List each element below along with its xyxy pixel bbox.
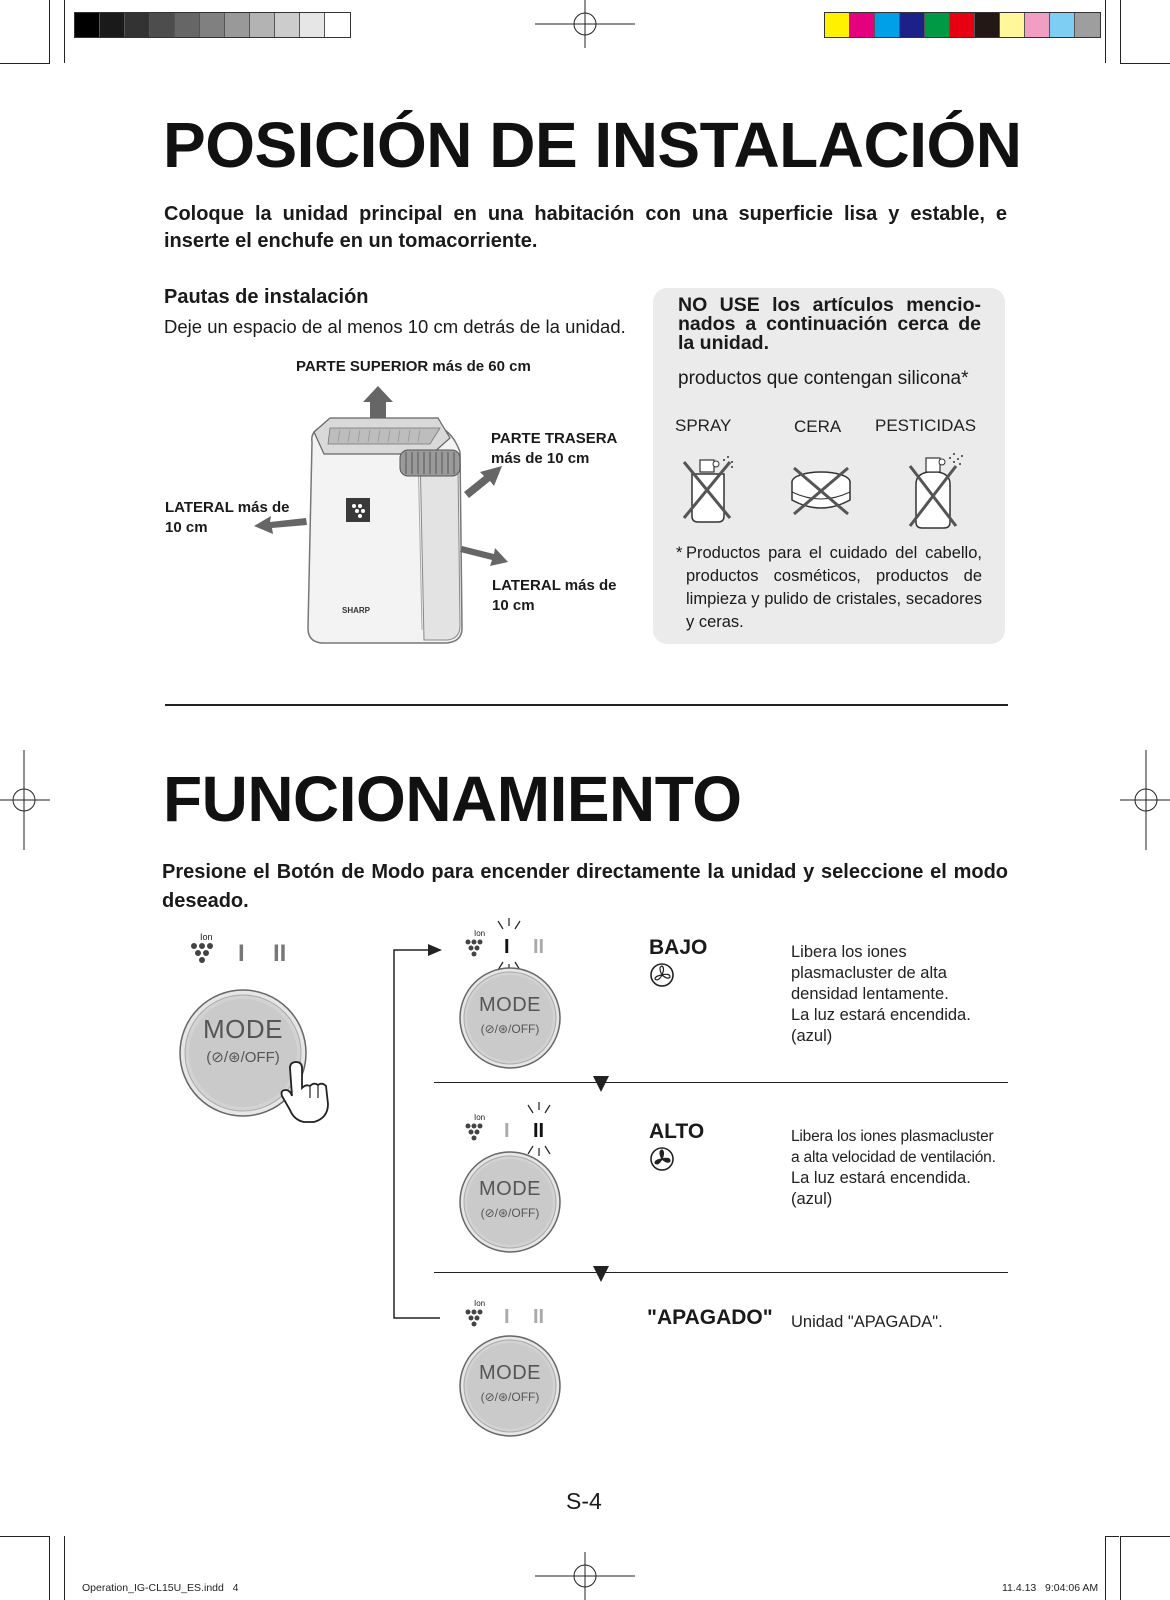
gray-bar-swatch — [250, 13, 275, 37]
mode-description-line: (azul) — [791, 1190, 833, 1208]
color-bar-swatch — [900, 13, 925, 37]
brand-label: SHARP — [342, 606, 371, 615]
mode-button-label: MODE — [479, 994, 541, 1016]
mode-description-line: (azul) — [791, 1027, 833, 1045]
guidelines-title: Pautas de instalación — [164, 286, 369, 308]
color-bar-swatch — [1000, 13, 1025, 37]
guidelines-text: Deje un espacio de al menos 10 cm detrás de la unidad. — [164, 316, 626, 337]
mode-button-sub: (⊘/⊛/OFF) — [480, 1022, 540, 1036]
low-indicator: I — [504, 1120, 510, 1142]
gray-bar-swatch — [225, 13, 250, 37]
mode-description — [791, 942, 971, 1047]
label-top-clearance: PARTE SUPERIOR más de 60 cm — [296, 358, 531, 375]
spray-crossed-icon — [682, 452, 742, 524]
mode-description-line: densidad lentamente. — [791, 985, 949, 1003]
low-indicator-main: I — [238, 940, 245, 967]
do-not-use-title: NO USE los artículos mencio-nados a continuación cerca de la unidad. — [678, 294, 981, 354]
footnote-text: Productos para el cuidado del cabello, productos cosméticos, productos de limpieza y pulido de cristales, secadores y ceras. — [686, 544, 982, 631]
mode-description-line: a alta velocidad de ventilación. — [791, 1149, 996, 1166]
color-bar-swatch — [1075, 13, 1100, 37]
color-bar — [824, 12, 1101, 38]
gray-bar-swatch — [275, 13, 300, 37]
gray-bar-swatch — [300, 13, 325, 37]
grayscale-bar — [74, 12, 351, 38]
mode-button[interactable] — [458, 1334, 562, 1438]
color-bar-swatch — [925, 13, 950, 37]
mode-button[interactable] — [458, 966, 562, 1070]
ion-label: Ion — [474, 1113, 486, 1122]
color-bar-swatch — [875, 13, 900, 37]
high-indicator: II — [533, 1120, 545, 1142]
color-bar-swatch — [950, 13, 975, 37]
air-purifier-illustration — [250, 380, 520, 650]
mode-button-sub: (⊘/⊛/OFF) — [480, 1206, 540, 1220]
section-title-operation: FUNCIONAMIENTO — [163, 763, 742, 835]
color-bar-swatch — [825, 13, 850, 37]
mode-button-label: MODE — [479, 1362, 541, 1384]
operation-lead: Presione el Botón de Modo para encender directamente la unidad y seleccione el modo deseado. — [162, 861, 1008, 912]
print-timestamp: 11.4.13 9:04:06 AM — [1002, 1582, 1099, 1594]
label-right-line2: 10 cm — [492, 597, 535, 614]
mode-description — [791, 1126, 996, 1210]
do-not-use-subtitle: productos que contengan silicona* — [678, 368, 969, 389]
gray-bar-swatch — [325, 13, 350, 37]
mode-button-label: MODE — [479, 1178, 541, 1200]
mode-button-main-label: MODE — [203, 1014, 283, 1044]
section-title-installation: POSICIÓN DE INSTALACIÓN — [163, 109, 1022, 181]
gray-bar-swatch — [175, 13, 200, 37]
flow-arrow-down-2 — [593, 1266, 609, 1284]
ion-label: Ion — [474, 929, 486, 938]
mode-description-line: La luz estará encendida. — [791, 1169, 971, 1187]
hand-press-icon — [278, 1060, 334, 1124]
footnote-mark: * — [676, 544, 683, 562]
page-number: S-4 — [566, 1488, 602, 1514]
registration-mark-top — [535, 0, 635, 48]
gray-bar-swatch — [100, 13, 125, 37]
mode-button[interactable] — [458, 1150, 562, 1254]
color-bar-swatch — [1050, 13, 1075, 37]
mode-name: BAJO — [649, 936, 708, 959]
mode-flow-connector — [390, 940, 444, 1324]
wax-crossed-icon — [788, 466, 854, 518]
high-indicator-main: II — [273, 940, 287, 967]
label-left-line2: 10 cm — [165, 519, 208, 536]
item-spray-label: SPRAY — [675, 416, 732, 435]
pesticide-crossed-icon — [908, 448, 970, 532]
ion-label-main: Ion — [200, 932, 213, 942]
mode-divider-1 — [434, 1082, 1008, 1083]
fan-low-icon — [649, 962, 675, 993]
gray-bar-swatch — [200, 13, 225, 37]
registration-mark-right — [1120, 750, 1170, 850]
label-rear-line2: más de 10 cm — [491, 450, 590, 467]
label-right-line1: LATERAL más de — [492, 577, 617, 594]
mode-description-line: Libera los iones — [791, 943, 907, 961]
file-slug: Operation_IG-CL15U_ES.indd 4 — [82, 1582, 239, 1594]
arrow-rear-icon — [464, 466, 502, 498]
item-wax-label: CERA — [794, 417, 842, 436]
mode-name: "APAGADO" — [647, 1306, 773, 1329]
high-indicator: II — [533, 936, 545, 958]
low-indicator: I — [504, 936, 510, 958]
gray-bar-swatch — [125, 13, 150, 37]
color-bar-swatch — [975, 13, 1000, 37]
fan-high-icon — [649, 1146, 675, 1177]
arrow-left-icon — [254, 516, 307, 534]
section-divider — [165, 704, 1008, 706]
mode-divider-2 — [434, 1272, 1008, 1273]
high-indicator: II — [533, 1306, 545, 1328]
mode-button-sub: (⊘/⊛/OFF) — [480, 1390, 540, 1404]
gray-bar-swatch — [75, 13, 100, 37]
mode-description-line: La luz estará encendida. — [791, 1006, 971, 1024]
registration-mark-left — [0, 750, 50, 850]
item-pesticide-label: PESTICIDAS — [875, 416, 977, 435]
flow-arrow-down-1 — [593, 1076, 609, 1094]
label-rear-line1: PARTE TRASERA — [491, 430, 618, 447]
color-bar-swatch — [850, 13, 875, 37]
mode-description — [791, 1312, 943, 1333]
arrow-right-icon — [460, 546, 508, 566]
do-not-use-footnote — [676, 542, 982, 634]
registration-mark-bottom — [535, 1552, 635, 1600]
color-bar-swatch — [1025, 13, 1050, 37]
gray-bar-swatch — [150, 13, 175, 37]
installation-lead: Coloque la unidad principal en una habitación con una superficie lisa y estable, e inserte el enchufe en un tomacorriente. — [164, 203, 1007, 252]
mode-description-line: Libera los iones plasmacluster — [791, 1128, 994, 1145]
ion-label: Ion — [474, 1299, 486, 1308]
mode-name: ALTO — [649, 1120, 705, 1143]
low-indicator: I — [504, 1306, 510, 1328]
mode-button-main-sub: (⊘/⊛/OFF) — [206, 1049, 280, 1066]
label-left-line1: LATERAL más de — [165, 499, 290, 516]
mode-description-line: Unidad "APAGADA". — [791, 1313, 943, 1331]
mode-description-line: plasmacluster de alta — [791, 964, 947, 982]
